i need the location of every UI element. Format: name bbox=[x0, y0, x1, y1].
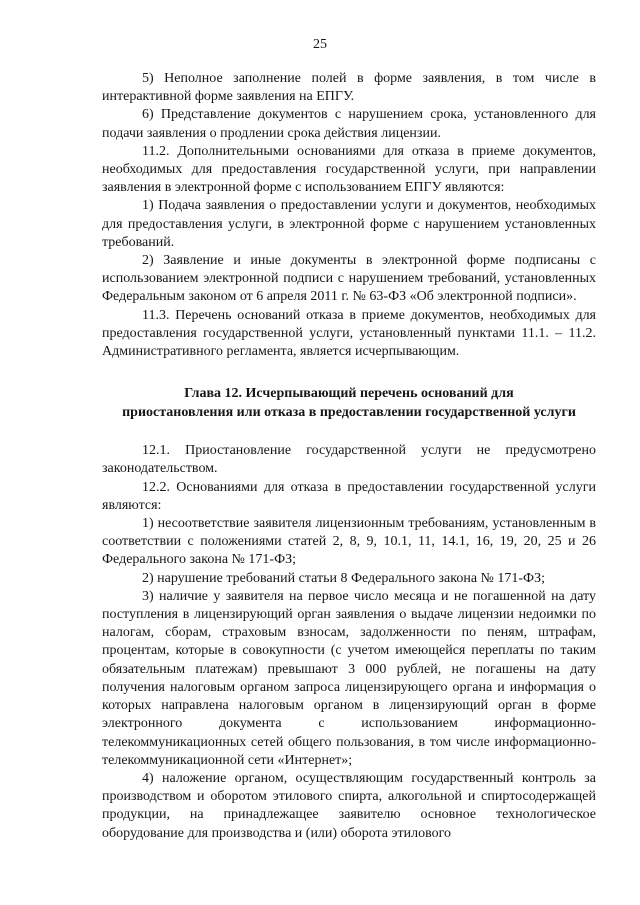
paragraph-item-6: 6) Представление документов с нарушением срока, установленного для подачи заявления о продлении срока действия лицензии. bbox=[102, 107, 596, 141]
paragraph-12-2: 12.2. Основаниями для отказа в предоставлении государственной услуги являются: bbox=[102, 479, 596, 513]
paragraph-12-2-item-2: 2) нарушение требований статьи 8 Федерального закона № 171-ФЗ; bbox=[142, 570, 546, 586]
chapter-heading-line-2: приостановления или отказа в предоставлении государственной услуги bbox=[122, 405, 576, 421]
paragraph-11-2-item-1: 1) Подача заявления о предоставлении услуги и документов, необходимых для предоставления услуги, в электронной форме с нарушением установленных требований. bbox=[102, 198, 596, 250]
page-number: 25 bbox=[313, 37, 327, 52]
paragraph-11-3: 11.3. Перечень оснований отказа в приеме документов, необходимых для предоставления государственной услуги, установленный пунктами 11.1. – 11.2. Административного регламента, является исчерпывающим. bbox=[102, 307, 596, 360]
chapter-heading bbox=[102, 384, 596, 422]
chapter-heading-line-1: Глава 12. Исчерпывающий перечень оснований для bbox=[184, 386, 514, 402]
paragraph-item-5: 5) Неполное заполнение полей в форме заявления, в том числе в интерактивной форме заявления на ЕПГУ. bbox=[102, 71, 596, 105]
paragraph-12-1: 12.1. Приостановление государственной услуги не предусмотрено законодательством. bbox=[102, 443, 596, 477]
document-body bbox=[102, 70, 596, 843]
paragraph-11-2-item-2: 2) Заявление и иные документы в электронной форме подписаны с использованием электронной подписи с нарушением требований, установленных Федеральным законом от 6 апреля 2011 г. № 63-ФЗ «Об электронной подписи». bbox=[102, 253, 596, 305]
paragraph-11-2: 11.2. Дополнительными основаниями для отказа в приеме документов, необходимых для предоставления государственной услуги, при направлении заявления в электронной форме с использованием ЕПГУ являются: bbox=[102, 143, 596, 196]
paragraph-12-2-item-4: 4) наложение органом, осуществляющим государственный контроль за производством и оборотом этилового спирта, алкогольной и спиртосодержащей продукции, на принадлежащее заявителю основное технологическое оборудование для производства и (или) оборота этилового bbox=[102, 770, 596, 841]
paragraph-12-2-item-1: 1) несоответствие заявителя лицензионным требованиям, установленным в соответствии с положениями статей 2, 8, 9, 10.1, 11, 14.1, 16, 19, 20, 25 и 26 Федерального закона № 171-ФЗ; bbox=[102, 516, 596, 568]
paragraph-12-2-item-3: 3) наличие у заявителя на первое число месяца и не погашенной на дату поступления в лицензирующий орган заявления о выдаче лицензии недоимки по налогам, сборам, страховым взносам, задолженности по пеням, штрафам, процентам, которые в совокупности (с учетом имеющейся переплаты по таким обязательным платежам) превышают 3 000 рублей, не погашены на дату получения налоговым органом запроса лицензирующего органа и информация о которых направлена налоговым органом в лицензирующий орган в форме электронного документа с использованием информационно-телекоммуникационных сетей общего пользования, в том числе информационно-телекоммуникационной сети «Интернет»; bbox=[102, 588, 596, 768]
